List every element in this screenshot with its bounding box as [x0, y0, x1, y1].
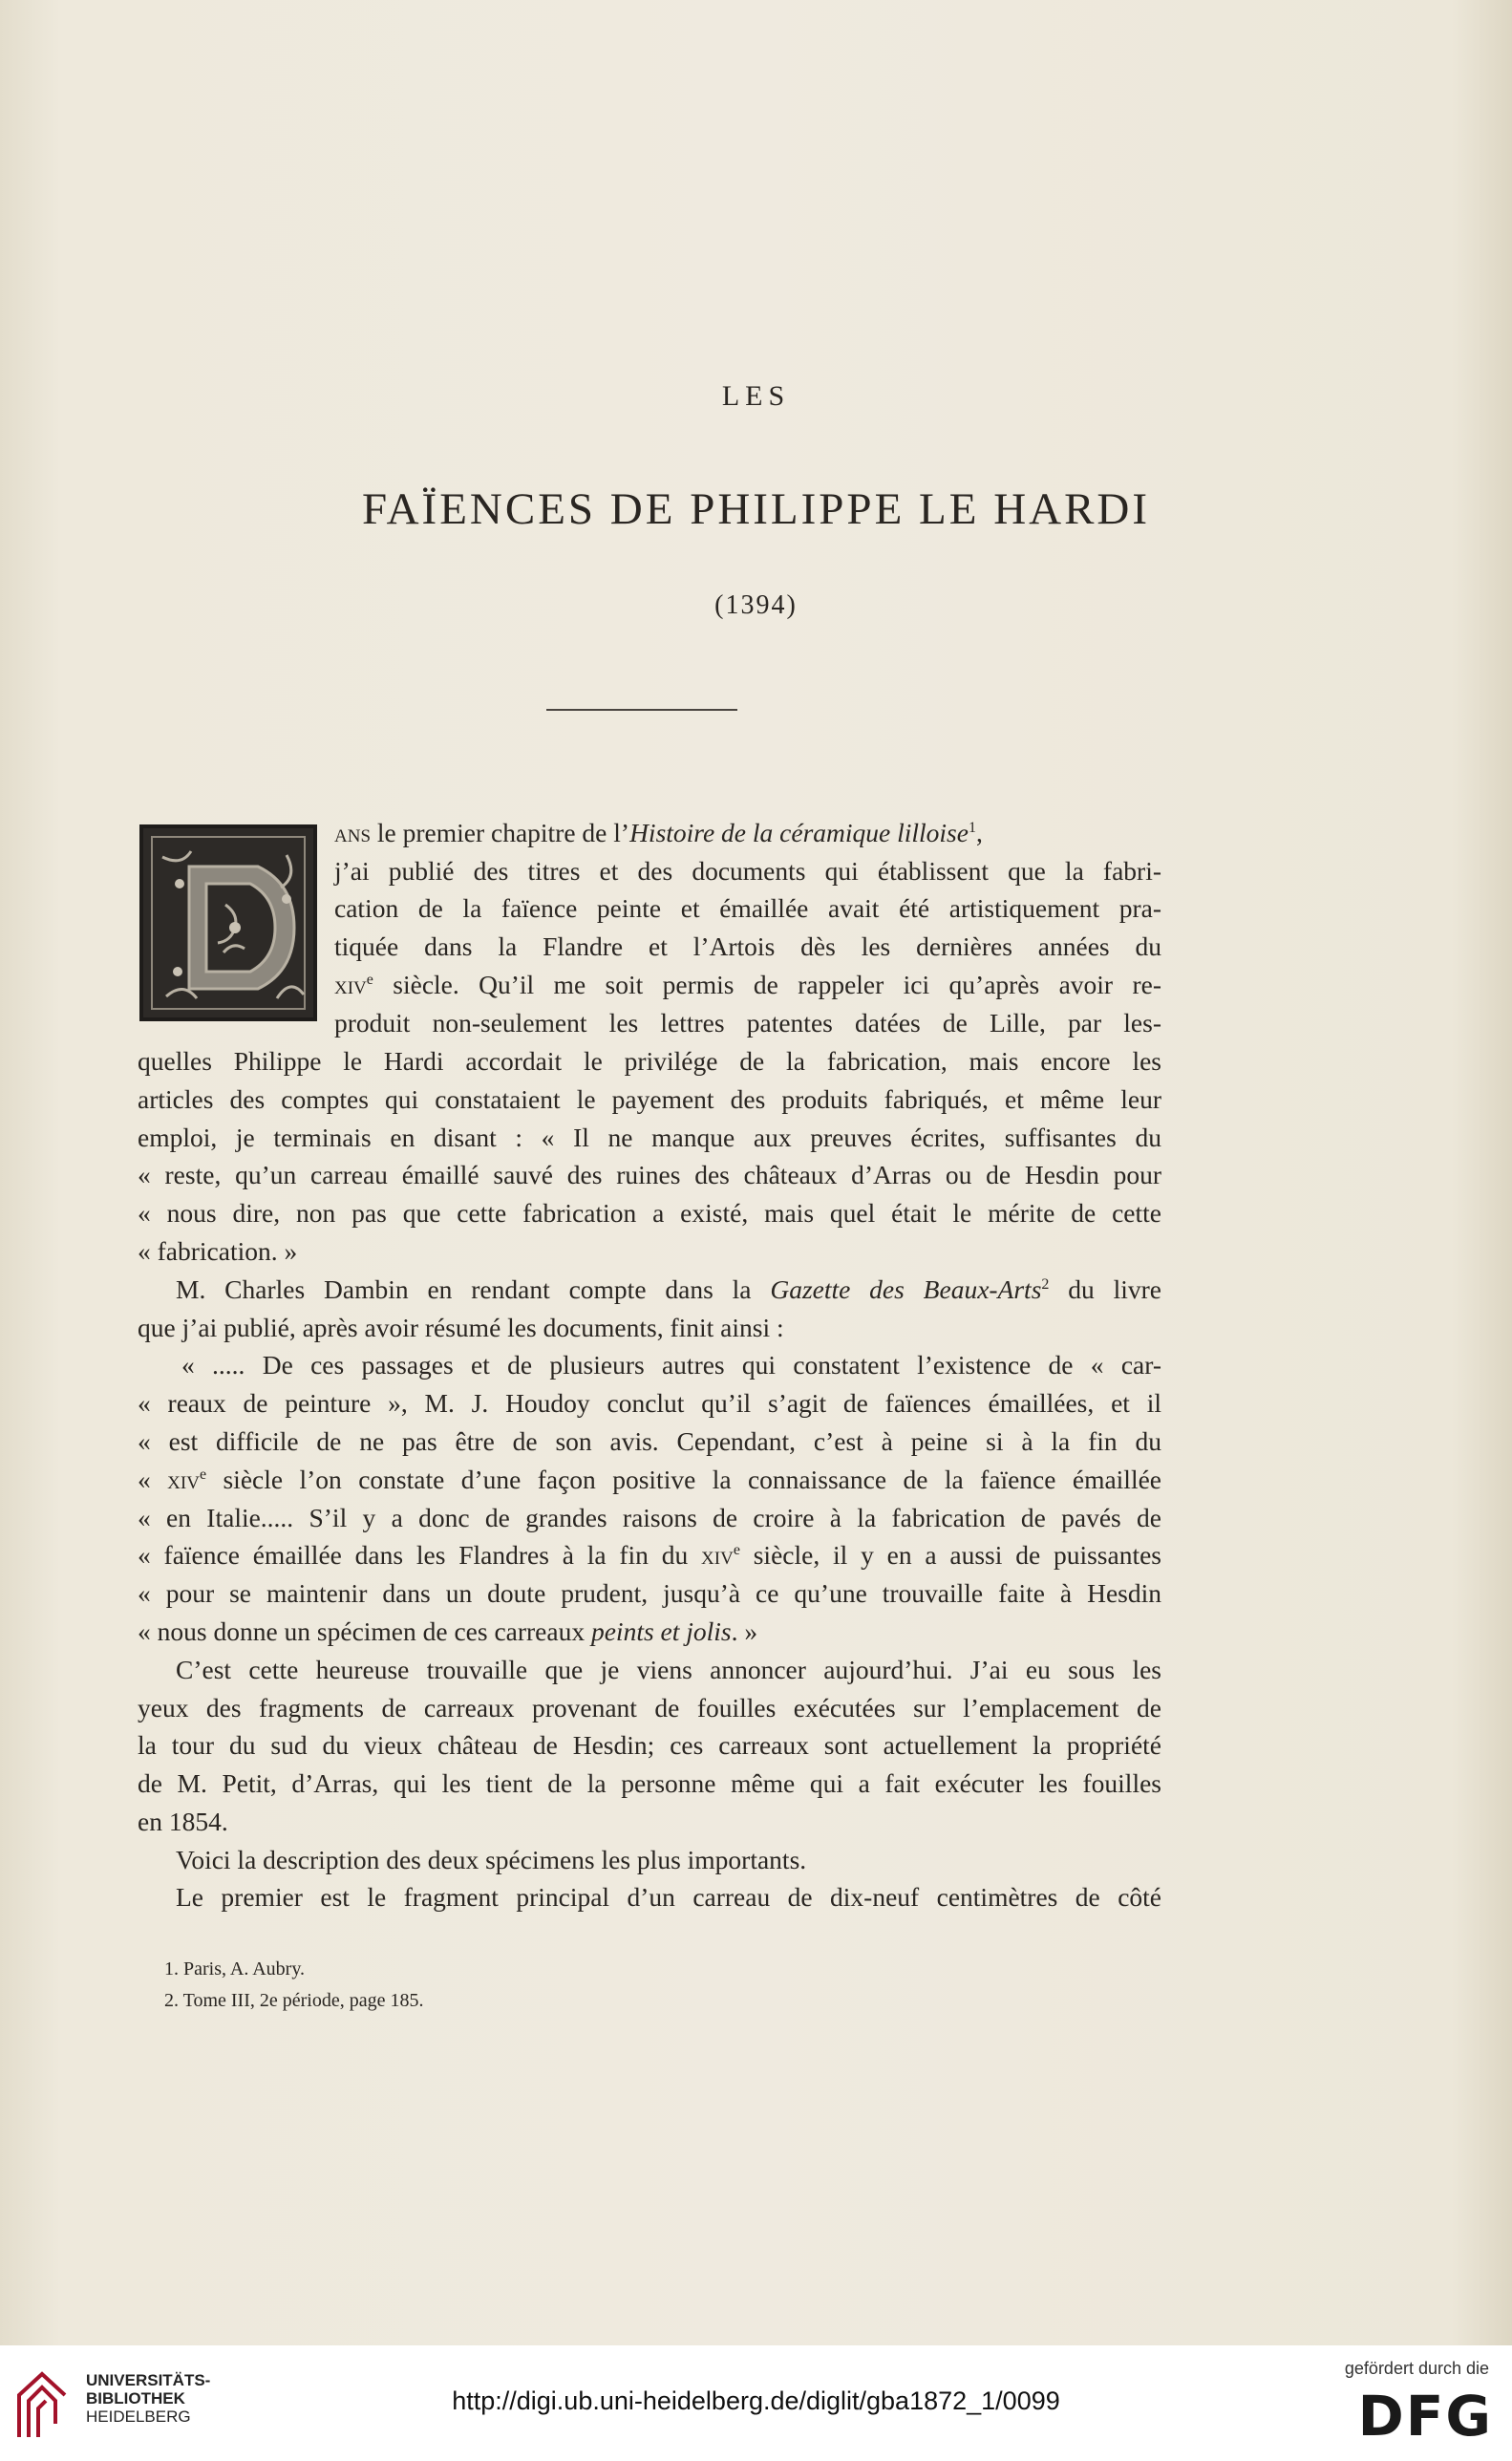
body-line: tiquée dans la Flandre et l’Artois dès les dernières années du: [334, 931, 1161, 961]
body-line: j’ai publié des titres et des documents qui établissent que la fabri-: [334, 856, 1161, 886]
body-line: « reste, qu’un carreau émaillé sauvé des ruines des châteaux d’Arras ou de Hesdin pour: [138, 1160, 1161, 1189]
decorated-initial-d-icon: [139, 824, 317, 1021]
body-line: « nous dire, non pas que cette fabrication a existé, mais quel était le mérite de cette: [138, 1198, 1161, 1228]
dfg-logo: DFG: [1357, 2384, 1493, 2449]
body-line: Le premier est le fragment principal d’un carreau de dix-neuf centimètres de côté: [176, 1882, 1161, 1912]
body-line: de M. Petit, d’Arras, qui les tient de la personne même qui a fait exécuter les fouilles: [138, 1768, 1161, 1798]
body-line: ans le premier chapitre de l’Histoire de la céramique lilloise$^1$,: [334, 818, 983, 847]
body-line: « xiv$^e$ siècle l’on constate d’une façon positive la connaissance de la faïence émaillée: [138, 1465, 1161, 1494]
digitization-footer: [0, 2345, 1512, 2461]
body-line: en 1854.: [138, 1807, 228, 1836]
body-line: emploi, je terminais en disant : « Il ne manque aux preuves écrites, suffisantes du: [138, 1123, 1161, 1152]
body-line: « reaux de peinture », M. J. Houdoy conclut qu’il s’agit de faïences émaillées, et il: [138, 1388, 1161, 1418]
body-line: la tour du sud du vieux château de Hesdin; ces carreaux sont actuellement la propriété: [138, 1730, 1161, 1760]
body-line: « est difficile de ne pas être de son avis. Cependant, c’est à peine si à la fin du: [138, 1426, 1161, 1456]
library-name: UNIVERSITÄTS- BIBLIOTHEK HEIDELBERG: [86, 2371, 211, 2426]
body-line: Voici la description des deux spécimens les plus importants.: [176, 1845, 807, 1874]
article-kicker: LES: [721, 380, 791, 412]
funding-caption: gefördert durch die: [1344, 2359, 1489, 2378]
title-rule: [546, 709, 737, 711]
body-line: yeux des fragments de carreaux provenant de fouilles exécutées sur l’emplacement de: [138, 1693, 1161, 1723]
footnote: 2. Tome III, 2e période, page 185.: [164, 1990, 424, 2011]
body-line: xiv$^e$ siècle. Qu’il me soit permis de rappeler ici qu’après avoir re-: [334, 970, 1161, 999]
body-line: « faïence émaillée dans les Flandres à la fin du xiv$^e$ siècle, il y en a aussi de puissantes: [138, 1540, 1161, 1570]
body-line: que j’ai publié, après avoir résumé les documents, finit ainsi :: [138, 1313, 784, 1342]
body-line: C’est cette heureuse trouvaille que je viens annoncer aujourd’hui. J’ai eu sous les: [176, 1655, 1161, 1684]
body-line: articles des comptes qui constataient le payement des produits fabriqués, et même leur: [138, 1084, 1161, 1114]
body-line: cation de la faïence peinte et émaillée avait été artistiquement pra-: [334, 893, 1161, 923]
body-line: « fabrication. »: [138, 1236, 298, 1266]
body-line: quelles Philippe le Hardi accordait le privilége de la fabrication, mais encore les: [138, 1046, 1161, 1076]
body-line: « ..... De ces passages et de plusieurs autres qui constatent l’existence de « car-: [181, 1350, 1161, 1380]
body-line: produit non-seulement les lettres patentes datées de Lille, par les-: [334, 1008, 1161, 1038]
footnote: 1. Paris, A. Aubry.: [164, 1958, 306, 1980]
article-date: (1394): [714, 590, 798, 620]
body-line: « pour se maintenir dans un doute prudent, jusqu’à ce qu’une trouvaille faite à Hesdin: [138, 1578, 1161, 1608]
body-line: « nous donne un spécimen de ces carreaux peints et jolis. »: [138, 1616, 758, 1646]
body-line: « en Italie..... S’il y a donc de grandes raisons de croire à la fabrication de pavés de: [138, 1503, 1161, 1532]
source-url-link[interactable]: http://digi.ub.uni-heidelberg.de/diglit/gba1872_1/0099: [452, 2386, 1060, 2415]
article-title: FAÏENCES DE PHILIPPE LE HARDI: [361, 484, 1151, 534]
body-line: M. Charles Dambin en rendant compte dans la Gazette des Beaux-Arts$^2$ du livre: [176, 1274, 1161, 1304]
